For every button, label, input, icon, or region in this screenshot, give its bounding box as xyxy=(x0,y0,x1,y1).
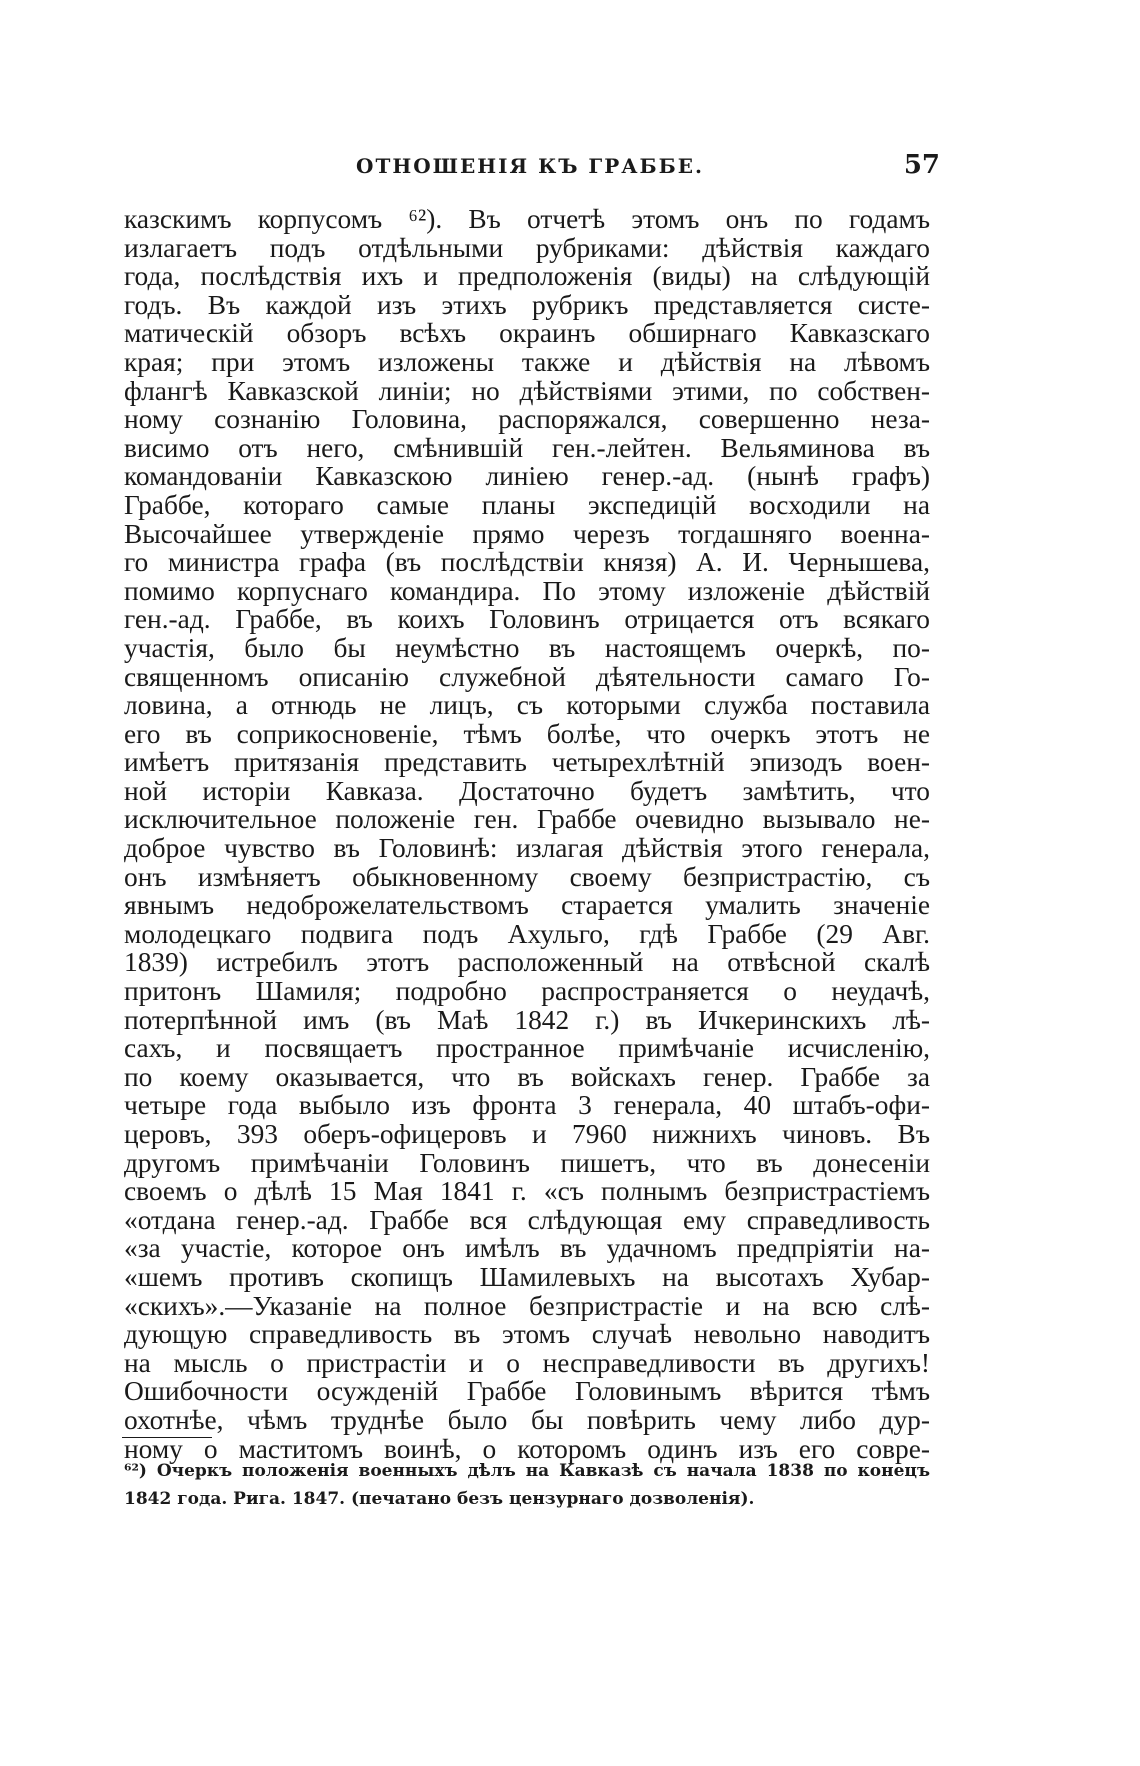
text-line: годъ. Въ каждой изъ этихъ рубрикъ представляется систе- xyxy=(124,289,930,320)
page-number: 57 xyxy=(903,150,940,180)
text-line: на мысль о пристрастіи и о несправедливости въ другихъ! xyxy=(124,1347,930,1378)
text-line: ген.-ад. Граббе, въ коихъ Головинъ отрицается отъ всякаго xyxy=(124,604,930,635)
text-line: «шемъ противъ скопищъ Шамилевыхъ на высотахъ Хубар- xyxy=(124,1261,930,1292)
text-line: своемъ о дѣлѣ 15 Мая 1841 г. «съ полнымъ безпристрастіемъ xyxy=(124,1176,930,1207)
text-line: висимо отъ него, смѣнившій ген.-лейтен. Вельяминова въ xyxy=(124,432,930,463)
text-line: 1839) истребилъ этотъ расположенный на отвѣсной скалѣ xyxy=(124,947,930,978)
text-line: Ошибочности осужденій Граббе Головинымъ вѣрится тѣмъ xyxy=(124,1376,930,1407)
text-line: четыре года выбыло изъ фронта 3 генерала, 40 штабъ-офи- xyxy=(124,1090,930,1121)
text-line: дующую справедливость въ этомъ случаѣ невольно наводитъ xyxy=(124,1319,930,1350)
text-line: Высочайшее утвержденіе прямо черезъ тогдашняго военна- xyxy=(124,518,930,549)
text-line: излагаетъ подъ отдѣльными рубриками: дѣйствія каждаго xyxy=(124,232,930,263)
text-line: матическій обзоръ всѣхъ окраинъ обширнаго Кавказскаго xyxy=(124,318,930,349)
text-line: имѣетъ притязанія представить четырехлѣтній эпизодъ воен- xyxy=(124,747,930,778)
text-line: ному сознанію Головина, распоряжался, совершенно неза- xyxy=(124,404,930,435)
text-line: сахъ, и посвящаетъ пространное примѣчаніе исчисленію, xyxy=(124,1033,930,1064)
text-line: «скихъ».—Указаніе на полное безпристрастіе и на всю слѣ- xyxy=(124,1290,930,1321)
footnote-line: 1842 года. Рига. 1847. (печатано безъ цензурнаго дозволенія). xyxy=(124,1489,755,1509)
text-line: потерпѣнной имъ (въ Маѣ 1842 г.) въ Ичкеринскихъ лѣ- xyxy=(124,1004,930,1035)
text-line: охотнѣе, чѣмъ труднѣе было бы повѣрить чему либо дур- xyxy=(124,1404,930,1435)
text-line: онъ измѣняетъ обыкновенному своему безпристрастію, съ xyxy=(124,861,930,892)
footnote-divider xyxy=(122,1437,212,1438)
text-line: помимо корпуснаго командира. По этому изложеніе дѣйствій xyxy=(124,575,930,606)
text-line: притонъ Шамиля; подробно распространяется о неудачѣ, xyxy=(124,976,930,1007)
text-line: года, послѣдствія ихъ и предположенія (виды) на слѣдующій xyxy=(124,261,930,292)
running-title: ОТНОШЕНІЯ КЪ ГРАББЕ. xyxy=(356,154,704,178)
text-line: исключительное положеніе ген. Граббе очевидно вызывало не- xyxy=(124,804,930,835)
text-line: Граббе, котораго самые планы экспедицій восходили на xyxy=(124,489,930,520)
text-line: явнымъ недоброжелательствомъ старается умалить значеніе xyxy=(124,890,930,921)
text-line: казскимъ корпусомъ ⁶²). Въ отчетѣ этомъ онъ по годамъ xyxy=(124,204,930,234)
text-line: ной исторіи Кавказа. Достаточно будетъ замѣтить, что xyxy=(124,775,930,806)
text-line: командованіи Кавказскою линіею генер.-ад. (нынѣ графъ) xyxy=(124,461,930,492)
text-line: «за участіе, которое онъ имѣлъ въ удачномъ предпріятіи на- xyxy=(124,1233,930,1264)
text-line: доброе чувство въ Головинѣ: излагая дѣйствія этого генерала, xyxy=(124,833,930,864)
text-line: молодецкаго подвига подъ Ахульго, гдѣ Граббе (29 Авг. xyxy=(124,918,930,949)
text-line: флангѣ Кавказской линіи; но дѣйствіями этими, по собствен- xyxy=(124,375,930,406)
text-line: го министра графа (въ послѣдствіи князя) А. И. Чернышева, xyxy=(124,547,930,578)
text-line: церовъ, 393 оберъ-офицеровъ и 7960 нижнихъ чиновъ. Въ xyxy=(124,1119,930,1149)
text-line: по коему оказывается, что въ войскахъ генер. Граббе за xyxy=(124,1061,930,1092)
footnote-line: ⁶²) Очеркъ положенія военныхъ дѣлъ на Кавказѣ съ начала 1838 по конецъ xyxy=(124,1461,930,1481)
body-text xyxy=(124,205,930,1463)
text-line: его въ соприкосновеніе, тѣмъ болѣе, что очеркъ этотъ не xyxy=(124,718,930,749)
text-line: другомъ примѣчаніи Головинъ пишетъ, что въ донесеніи xyxy=(124,1147,930,1178)
text-line: священномъ описанію служебной дѣятельности самаго Го- xyxy=(124,661,930,692)
text-line: «отдана генер.-ад. Граббе вся слѣдующая ему справедливость xyxy=(124,1204,930,1235)
text-line: ловина, а отнюдь не лицъ, съ которыми служба поставила xyxy=(124,690,930,721)
page-header xyxy=(120,150,940,186)
text-line: ному о маститомъ воинѣ, о которомъ одинъ изъ его совре- xyxy=(124,1433,930,1464)
text-line: края; при этомъ изложены также и дѣйствія на лѣвомъ xyxy=(124,346,930,377)
text-line: участія, было бы неумѣстно въ настоящемъ очеркѣ, по- xyxy=(124,632,930,663)
footnote xyxy=(124,1457,930,1513)
